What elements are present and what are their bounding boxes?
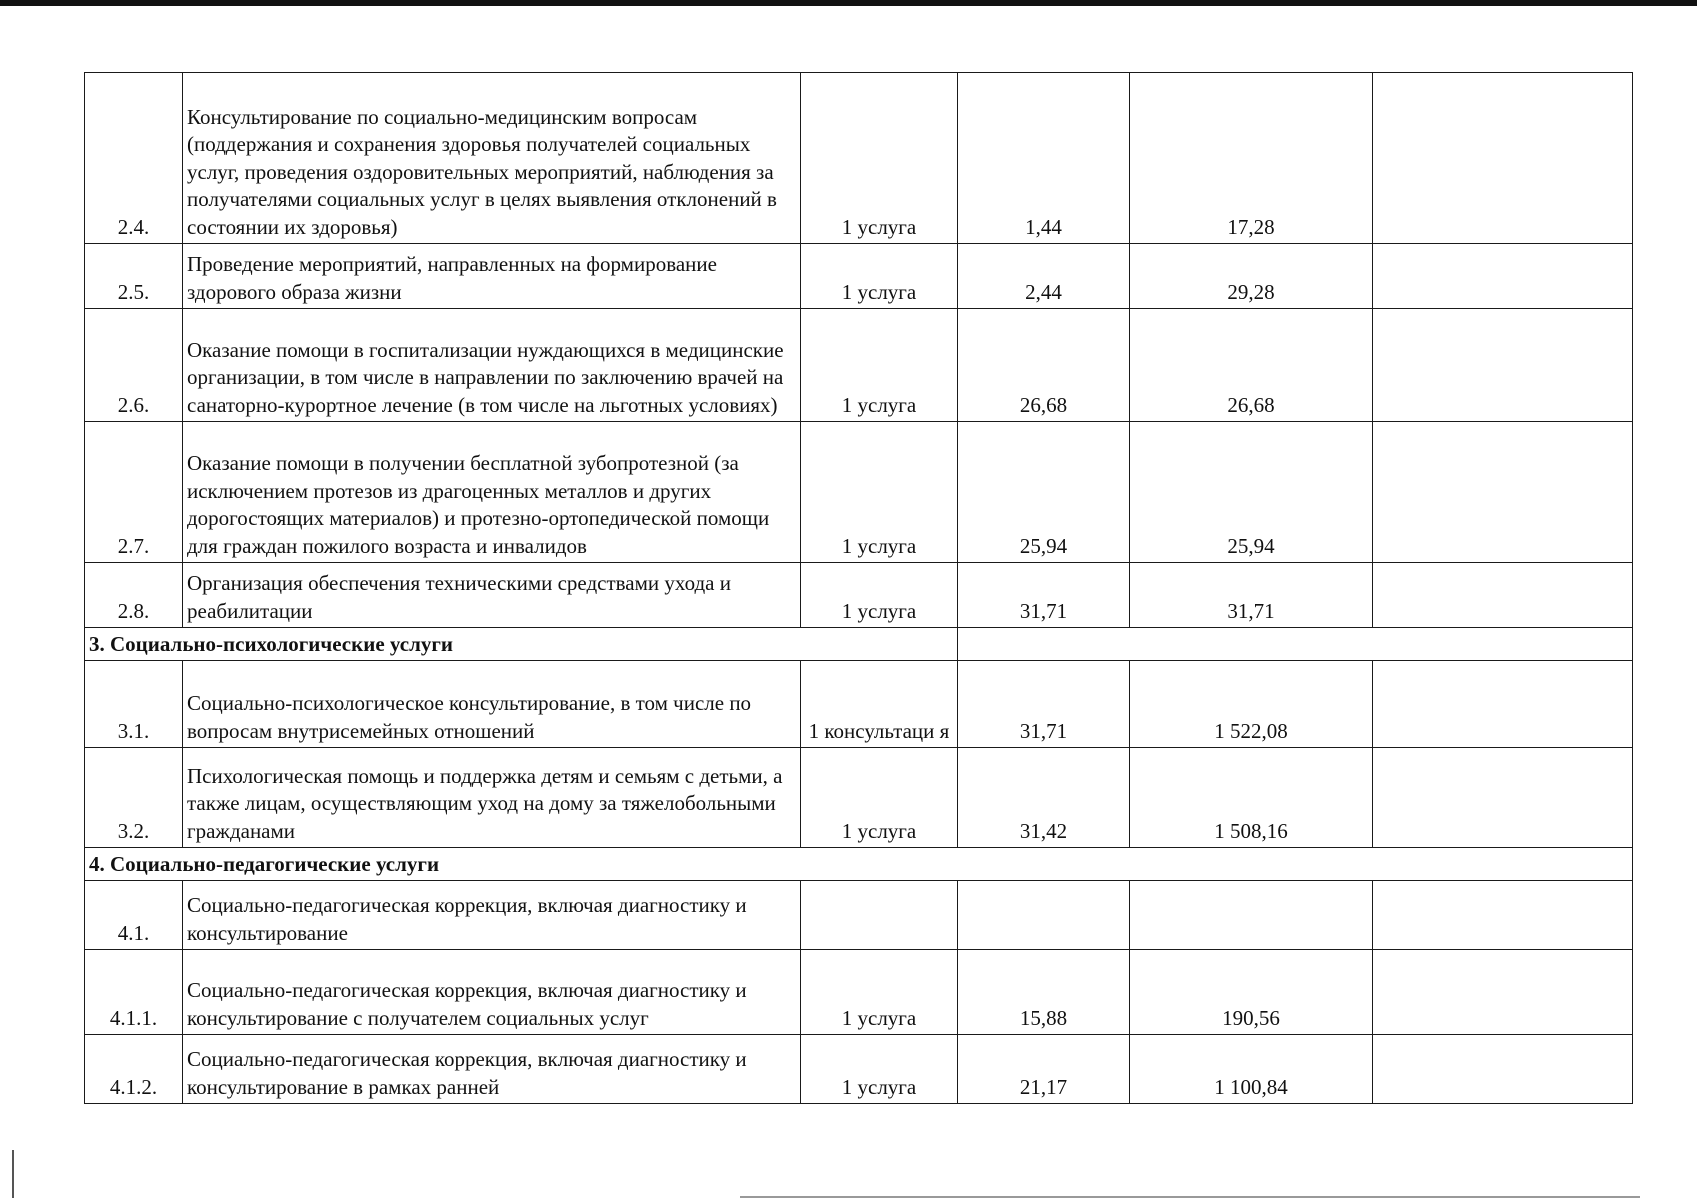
service-sum: 31,71 (1130, 563, 1373, 628)
service-name: Организация обеспечения техническими средствами ухода и реабилитации (183, 563, 801, 628)
table-row (85, 309, 1633, 422)
service-unit: 1 услуга (801, 73, 958, 244)
service-rate: 15,88 (958, 950, 1130, 1035)
service-name: Проведение мероприятий, направленных на формирование здорового образа жизни (183, 244, 801, 309)
service-name: Психологическая помощь и поддержка детям и семьям с детьми, а также лицам, осуществляющим уход на дому за тяжелобольными гражданами (183, 748, 801, 848)
row-number: 2.6. (85, 309, 183, 422)
section-heading: 4. Социально-педагогические услуги (85, 848, 1633, 881)
service-name: Социально-педагогическая коррекция, включая диагностику и консультирование (183, 881, 801, 950)
row-number: 2.7. (85, 422, 183, 563)
scan-edge-left (12, 1150, 14, 1198)
service-sum: 1 100,84 (1130, 1035, 1373, 1104)
service-unit: 1 услуга (801, 563, 958, 628)
service-name: Оказание помощи в получении бесплатной зубопротезной (за исключением протезов из драгоценных металлов и других дорогостоящих материалов) и протезно-ортопедической помощи для граждан пожилого возраста и инвалидов (183, 422, 801, 563)
service-unit: 1 услуга (801, 244, 958, 309)
empty-cell (1373, 73, 1633, 244)
table-row (85, 73, 1633, 244)
service-name: Социально-педагогическая коррекция, включая диагностику и консультирование в рамках ранней (183, 1035, 801, 1104)
empty-cell (1373, 881, 1633, 950)
row-number: 2.8. (85, 563, 183, 628)
scan-edge-bottom (740, 1196, 1640, 1198)
row-number: 2.4. (85, 73, 183, 244)
service-sum (1130, 881, 1373, 950)
service-unit (801, 881, 958, 950)
service-unit: 1 услуга (801, 1035, 958, 1104)
table-row (85, 661, 1633, 748)
service-unit: 1 услуга (801, 422, 958, 563)
section-heading: 3. Социально-психологические услуги (85, 628, 958, 661)
row-number: 4.1.2. (85, 1035, 183, 1104)
table-row (85, 244, 1633, 309)
service-name: Социально-психологическое консультирование, в том числе по вопросам внутрисемейных отношений (183, 661, 801, 748)
section-row (85, 628, 1633, 661)
empty-cell (1373, 309, 1633, 422)
table-row (85, 1035, 1633, 1104)
service-sum: 17,28 (1130, 73, 1373, 244)
service-unit: 1 консультаци я (801, 661, 958, 748)
service-name: Оказание помощи в госпитализации нуждающихся в медицинские организации, в том числе в направлении по заключению врачей на санаторно-курортное лечение (в том числе на льготных условиях) (183, 309, 801, 422)
row-number: 4.1. (85, 881, 183, 950)
service-rate: 1,44 (958, 73, 1130, 244)
service-sum: 190,56 (1130, 950, 1373, 1035)
service-rate: 2,44 (958, 244, 1130, 309)
empty-cell (958, 628, 1633, 661)
service-rate: 26,68 (958, 309, 1130, 422)
service-rate: 31,71 (958, 661, 1130, 748)
service-sum: 1 522,08 (1130, 661, 1373, 748)
row-number: 2.5. (85, 244, 183, 309)
section-row (85, 848, 1633, 881)
service-sum: 26,68 (1130, 309, 1373, 422)
table-row (85, 563, 1633, 628)
empty-cell (1373, 244, 1633, 309)
empty-cell (1373, 563, 1633, 628)
scan-edge-top (0, 0, 1697, 6)
service-unit: 1 услуга (801, 309, 958, 422)
service-rate: 21,17 (958, 1035, 1130, 1104)
row-number: 4.1.1. (85, 950, 183, 1035)
row-number: 3.2. (85, 748, 183, 848)
empty-cell (1373, 748, 1633, 848)
table-row (85, 881, 1633, 950)
empty-cell (1373, 1035, 1633, 1104)
service-unit: 1 услуга (801, 748, 958, 848)
row-number: 3.1. (85, 661, 183, 748)
service-rate (958, 881, 1130, 950)
service-sum: 1 508,16 (1130, 748, 1373, 848)
table-row (85, 422, 1633, 563)
service-unit: 1 услуга (801, 950, 958, 1035)
service-sum: 25,94 (1130, 422, 1373, 563)
table-row (85, 748, 1633, 848)
empty-cell (1373, 950, 1633, 1035)
service-name: Консультирование по социально-медицинским вопросам (поддержания и сохранения здоровья получателей социальных услуг, проведения оздоровительных мероприятий, наблюдения за получателями социальных услуг в целях выявления отклонений в состоянии их здоровья) (183, 73, 801, 244)
empty-cell (1373, 661, 1633, 748)
service-sum: 29,28 (1130, 244, 1373, 309)
table-row (85, 950, 1633, 1035)
services-tariff-table (84, 72, 1633, 1104)
service-rate: 31,42 (958, 748, 1130, 848)
service-rate: 25,94 (958, 422, 1130, 563)
empty-cell (1373, 422, 1633, 563)
service-name: Социально-педагогическая коррекция, включая диагностику и консультирование с получателем социальных услуг (183, 950, 801, 1035)
service-rate: 31,71 (958, 563, 1130, 628)
